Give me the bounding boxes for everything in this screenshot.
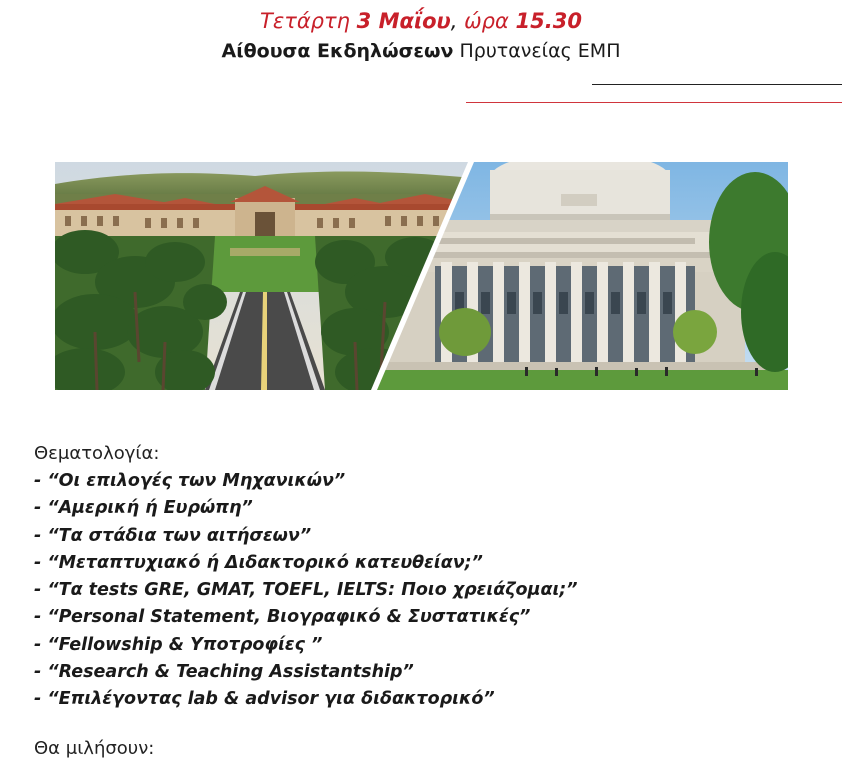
topic-list bbox=[34, 468, 814, 714]
venue-building: Πρυτανείας ΕΜΠ bbox=[459, 40, 621, 62]
topic-item: - “Τα στάδια των αιτήσεων” bbox=[34, 525, 312, 546]
topic-item: - “Personal Statement, Βιογραφικό & Συστατικές” bbox=[34, 607, 531, 628]
divider-red bbox=[466, 102, 842, 103]
speakers-heading: Θα μιλήσουν: bbox=[34, 738, 155, 759]
venue-hall: Αίθουσα Εκδηλώσεων bbox=[221, 40, 454, 62]
event-time-prefix: ώρα bbox=[464, 9, 509, 33]
event-date-line bbox=[0, 6, 842, 36]
date-comma: , bbox=[450, 9, 458, 33]
event-header bbox=[0, 6, 842, 66]
topic-item: - “Αμερική ή Ευρώπη” bbox=[34, 498, 253, 519]
topic-item: - “Τα tests GRE, GMAT, TOEFL, IELTS: Ποιο χρειάζομαι;” bbox=[34, 580, 578, 601]
topic-item: - “Οι επιλογές των Μηχανικών” bbox=[34, 471, 346, 491]
event-date: 3 Μαΐου bbox=[356, 9, 451, 33]
divider-dark bbox=[592, 84, 842, 85]
topic-item: - “Research & Teaching Assistantship” bbox=[34, 662, 414, 683]
universities-banner bbox=[55, 162, 788, 390]
topic-item: - “Επιλέγοντας lab & advisor για διδακτορικό” bbox=[34, 689, 495, 710]
event-time: 15.30 bbox=[515, 9, 582, 33]
topic-item: - “Μεταπτυχιακό ή Διδακτορικό κατευθείαν;” bbox=[34, 552, 483, 573]
topics-section bbox=[34, 440, 814, 714]
event-day: Τετάρτη bbox=[260, 9, 350, 33]
topics-heading: Θεματολογία: bbox=[34, 443, 160, 464]
event-venue-line bbox=[0, 36, 842, 66]
banner-illustration bbox=[55, 162, 788, 390]
topic-item: - “Fellowship & Υποτροφίες ” bbox=[34, 634, 323, 655]
